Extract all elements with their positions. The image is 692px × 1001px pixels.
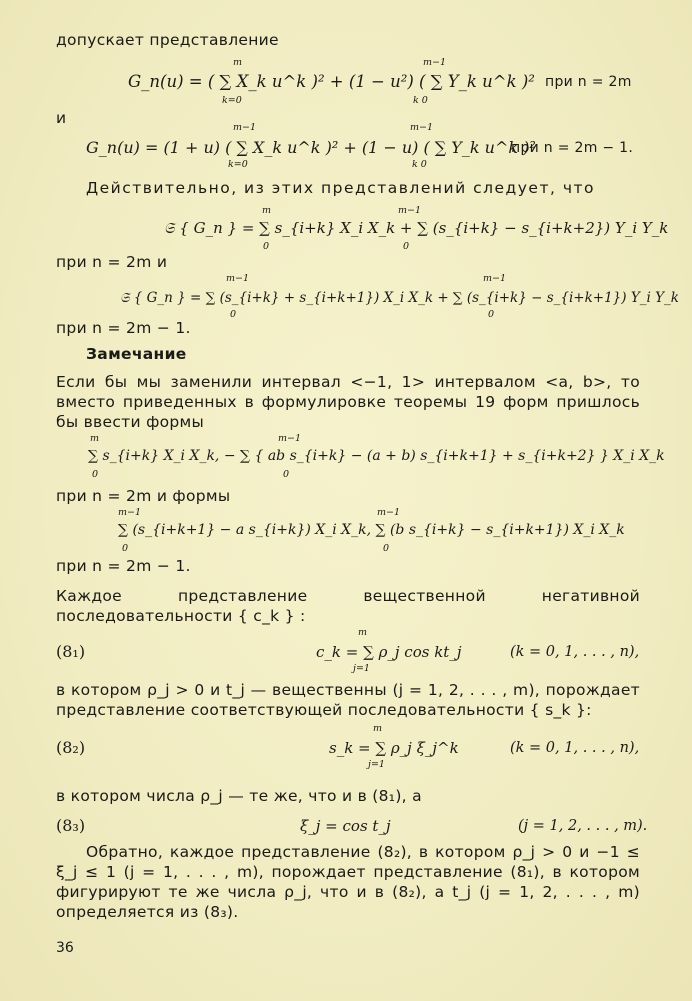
- formula-gn-odd: G_n(u) = (1 + u) ( ∑ X_k u^k )² + (1 − u) ( ∑ Y_k u^k )²: [86, 138, 536, 157]
- equation-8-1-range: (k = 0, 1, . . . , n),: [510, 644, 640, 660]
- equation-label-8-2: (8₂): [56, 738, 86, 757]
- limit-top: m−1: [377, 507, 401, 518]
- limit-top: m: [233, 57, 243, 68]
- limit-top: m−1: [118, 507, 142, 518]
- page-number: 36: [56, 940, 74, 956]
- limit-bottom: k=0: [228, 159, 248, 170]
- paragraph-forms-odd: при n = 2m − 1.: [56, 557, 191, 575]
- limit-bottom: 0: [230, 309, 237, 320]
- condition-n-even: при n = 2m: [545, 74, 632, 90]
- equation-8-3: ξ_j = cos t_j: [300, 817, 391, 835]
- paragraph-when-even: при n = 2m и: [56, 253, 168, 271]
- limit-bottom: 0: [92, 469, 99, 480]
- limit-bottom: 0: [122, 543, 129, 554]
- formula-forms-odd: ∑ (s_{i+k+1} − a s_{i+k}) X_i X_k, ∑ (b s_{i+k} − s_{i+k+1}) X_i X_k: [118, 522, 625, 538]
- limit-top: m−1: [423, 57, 447, 68]
- limit-top: m−1: [410, 122, 434, 133]
- equation-8-2-range: (k = 0, 1, . . . , n),: [510, 740, 640, 756]
- limit-bottom: j=1: [368, 759, 385, 770]
- paragraph-when-odd: при n = 2m − 1.: [56, 319, 191, 337]
- limit-top: m−1: [483, 273, 507, 284]
- limit-top: m−1: [398, 205, 422, 216]
- limit-bottom: k 0: [413, 95, 428, 106]
- limit-top: m: [262, 205, 272, 216]
- limit-bottom: 0: [403, 241, 410, 252]
- limit-top: m−1: [226, 273, 250, 284]
- equation-8-3-range: (j = 1, 2, . . . , m).: [518, 818, 648, 834]
- limit-bottom: 0: [283, 469, 290, 480]
- equation-8-2: s_k = ∑ ρ_j ξ_j^k: [329, 739, 459, 757]
- paragraph-same-numbers: в котором числа ρ_j — те же, что и в (8₁), а: [56, 787, 422, 805]
- paragraph-conversely: Обратно, каждое представление (8₂), в котором ρ_j > 0 и −1 ≤ ξ_j ≤ 1 (j = 1, . . . , m), порождает представление (8₁), в котором фигурируют те же числа ρ_j, что и в (8₂), а t_j (j = 1, 2, . . . , m) определяется из (8₃).: [56, 843, 640, 921]
- paragraph-intro: допускает представление: [56, 31, 279, 49]
- equation-label-8-1: (8₁): [56, 642, 86, 661]
- limit-bottom: k=0: [222, 95, 242, 106]
- formula-gn-even: G_n(u) = ( ∑ X_k u^k )² + (1 − u²) ( ∑ Y_k u^k )²: [128, 72, 535, 91]
- remark-heading: Замечание: [86, 345, 187, 363]
- formula-functional-odd: 𝔖 { G_n } = ∑ (s_{i+k} + s_{i+k+1}) X_i X_k + ∑ (s_{i+k} − s_{i+k+1}) Y_i Y_k: [120, 290, 679, 306]
- paragraph-representation: Каждое представление вещественной негативной последовательности { c_k } :: [56, 587, 640, 625]
- equation-label-8-3: (8₃): [56, 816, 86, 835]
- limit-bottom: k 0: [412, 159, 427, 170]
- limit-top: m: [373, 723, 383, 734]
- limit-top: m: [90, 433, 100, 444]
- paragraph-rho-t: в котором ρ_j > 0 и t_j — вещественны (j = 1, 2, . . . , m), порождает представление соответствующей последовательности { s_k }:: [56, 681, 640, 719]
- condition-n-odd: при n = 2m − 1.: [511, 140, 634, 156]
- conjunction-and: и: [56, 109, 67, 127]
- limit-bottom: 0: [488, 309, 495, 320]
- limit-bottom: j=1: [353, 663, 370, 674]
- limit-bottom: 0: [383, 543, 390, 554]
- limit-top: m−1: [278, 433, 302, 444]
- paragraph-forms-even: при n = 2m и формы: [56, 487, 231, 505]
- formula-forms-even: ∑ s_{i+k} X_i X_k, − ∑ { ab s_{i+k} − (a + b) s_{i+k+1} + s_{i+k+2} } X_i X_k: [88, 448, 665, 464]
- formula-functional-even: 𝔖 { G_n } = ∑ s_{i+k} X_i X_k + ∑ (s_{i+k} − s_{i+k+2}) Y_i Y_k: [164, 219, 669, 237]
- paragraph-indeed: Действительно, из этих представлений следует, что: [86, 179, 596, 197]
- limit-bottom: 0: [263, 241, 270, 252]
- limit-top: m: [358, 627, 368, 638]
- paragraph-remark: Если бы мы заменили интервал <−1, 1> интервалом <a, b>, то вместо приведенных в формулировке теоремы 19 форм пришлось бы ввести формы: [56, 373, 640, 431]
- limit-top: m−1: [233, 122, 257, 133]
- equation-8-1: c_k = ∑ ρ_j cos kt_j: [316, 643, 462, 661]
